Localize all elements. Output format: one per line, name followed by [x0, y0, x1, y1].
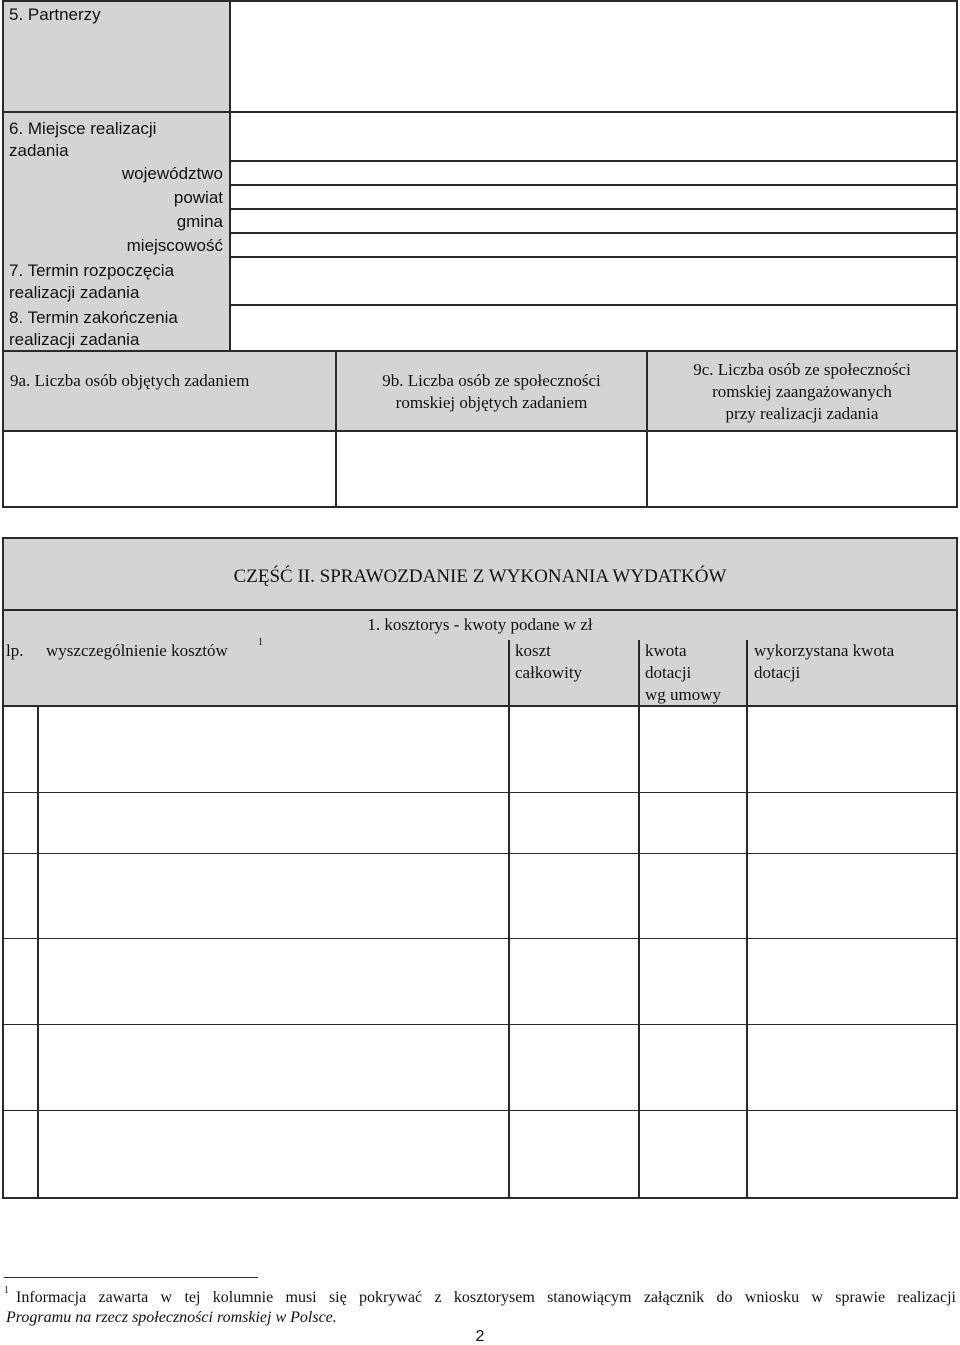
liczba-osob-9b-field[interactable]: [337, 432, 646, 506]
miejscowosc-label: miejscowość: [126, 236, 223, 255]
col-koszt-line1: koszt: [515, 641, 551, 660]
table-row[interactable]: [4, 707, 956, 792]
section-9c-line2: romskiej zaangażowanych: [712, 382, 892, 401]
table-row[interactable]: [4, 854, 956, 938]
col-kwota-line3: wg umowy: [645, 685, 722, 704]
powiat-field[interactable]: [231, 186, 957, 208]
table-row[interactable]: [4, 1111, 956, 1197]
footnote-separator: [4, 1277, 258, 1278]
section-9b-line2: romskiej objętych zadaniem: [395, 393, 588, 412]
section-9c-line1: 9c. Liczba osób ze społeczności: [693, 360, 911, 379]
page-number: 2: [475, 1328, 485, 1345]
col-wykorzystana-line1: wykorzystana kwota: [754, 641, 895, 660]
section-8-line1: 8. Termin zakończenia: [9, 308, 178, 327]
gmina-field[interactable]: [231, 210, 957, 232]
part-2-subtitle: 1. kosztorys - kwoty podane w zł: [367, 615, 593, 634]
table-row[interactable]: [4, 793, 956, 853]
liczba-osob-9a-field[interactable]: [4, 432, 335, 506]
col-koszt-line2: całkowity: [515, 663, 583, 682]
col-wykorzystana-line2: dotacji: [754, 663, 801, 682]
footnote-line2: Programu na rzecz społeczności romskiej w Polsce.: [6, 1309, 337, 1326]
miejscowosc-field[interactable]: [231, 234, 957, 256]
table-row[interactable]: [4, 939, 956, 1024]
part-2-title: CZĘŚĆ II. SPRAWOZDANIE Z WYKONANIA WYDATKÓW: [233, 566, 727, 587]
termin-rozpoczecia-field[interactable]: [231, 258, 957, 304]
section-6-title-line1: 6. Miejsce realizacji: [9, 119, 157, 138]
section-7-line1: 7. Termin rozpoczęcia: [9, 261, 175, 280]
section-5-label: 5. Partnerzy: [9, 5, 101, 24]
powiat-label: powiat: [173, 188, 223, 207]
section-9b-line1: 9b. Liczba osób ze społeczności: [382, 371, 601, 390]
section-8-line2: realizacji zadania: [9, 330, 140, 349]
section-7-line2: realizacji zadania: [9, 283, 140, 302]
col-wyszczegolnienie-header: wyszczególnienie kosztów: [46, 641, 228, 660]
partnerzy-field[interactable]: [231, 2, 957, 111]
liczba-osob-9c-field[interactable]: [648, 432, 956, 506]
col-lp-header: lp.: [6, 641, 24, 660]
wojewodztwo-label: województwo: [121, 164, 223, 183]
table-row[interactable]: [4, 1025, 956, 1110]
footnote-line1: Informacja zawarta w tej kolumnie musi się pokrywać z kosztorysem stanowiącym załącznik do wniosku w sprawie realizacji: [16, 1289, 956, 1306]
section-6-title-line2: zadania: [9, 141, 69, 160]
wojewodztwo-field[interactable]: [231, 162, 957, 184]
footnote-number: 1: [4, 1285, 9, 1296]
section-9c-line3: przy realizacji zadania: [725, 404, 879, 423]
col-kwota-line2: dotacji: [645, 663, 692, 682]
miejsce-realizacji-field[interactable]: [231, 113, 957, 160]
footnote-ref-superscript: 1: [258, 637, 263, 648]
termin-zakonczenia-field[interactable]: [231, 306, 957, 350]
gmina-label: gmina: [176, 212, 223, 231]
col-kwota-line1: kwota: [645, 641, 687, 660]
section-9a-label: 9a. Liczba osób objętych zadaniem: [10, 371, 250, 390]
